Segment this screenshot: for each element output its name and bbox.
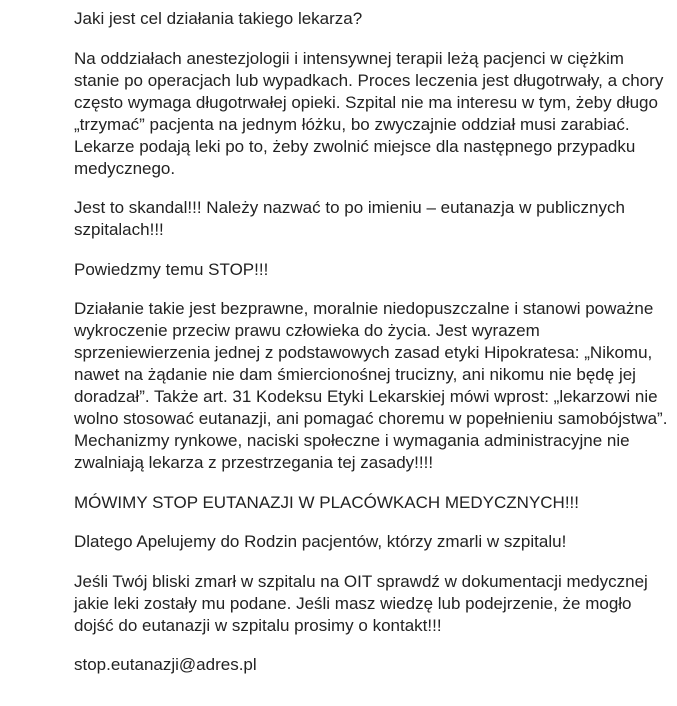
- question-paragraph: Jaki jest cel działania takiego lekarza?: [74, 9, 363, 28]
- slogan-paragraph: MÓWIMY STOP EUTANAZJI W PLACÓWKACH MEDYCZNYCH!!!: [74, 492, 580, 512]
- contact-email: stop.eutanazji@adres.pl: [74, 655, 257, 674]
- stop-call-paragraph: Powiedzmy temu STOP!!!: [74, 259, 269, 279]
- article-body: [74, 8, 670, 676]
- scandal-paragraph: Jest to skandal!!! Należy nazwać to po imieniu – eutanazja w publicznych szpitalach!!!: [74, 198, 625, 239]
- ethics-paragraph: Działanie takie jest bezprawne, moralnie niedopuszczalne i stanowi poważne wykroczenie przeciw prawu człowieka do życia. Jest wyrazem sprzeniewierzenia jednej z podstawowych zasad etyki Hipokratesa: „Nikomu, nawet na żądanie nie dam śmiercionośnej trucizny, ani nikomu nie będę jej doradzał”. Także art. 31 Kodeksu Etyki Lekarskiej mówi wprost: „lekarzowi nie wolno stosować eutanazji, ani pomagać choremu w popełnieniu samobójstwa”. Mechanizmy rynkowe, naciski społeczne i wymagania administracyjne nie zwalniają lekarza z przestrzegania tej zasady!!!!: [74, 299, 668, 472]
- appeal-paragraph: Dlatego Apelujemy do Rodzin pacjentów, którzy zmarli w szpitalu!: [74, 532, 567, 551]
- icu-explanation-paragraph: Na oddziałach anestezjologii i intensywnej terapii leżą pacjenci w ciężkim stanie po operacjach lub wypadkach. Proces leczenia jest długotrwały, a chory często wymaga długotrwałej opieki. Szpital nie ma interesu w tym, żeby długo „trzymać” pacjenta na jednym łóżku, bo zwyczajnie oddział musi zarabiać. Lekarze podają leki po to, żeby zwolnić miejsce dla następnego przypadku medycznego.: [74, 48, 664, 178]
- contact-request-paragraph: Jeśli Twój bliski zmarł w szpitalu na OIT sprawdź w dokumentacji medycznej jakie leki zostały mu podane. Jeśli masz wiedzę lub podejrzenie, że mogło dojść do eutanazji w szpitalu prosimy o kontakt!!!: [74, 571, 648, 635]
